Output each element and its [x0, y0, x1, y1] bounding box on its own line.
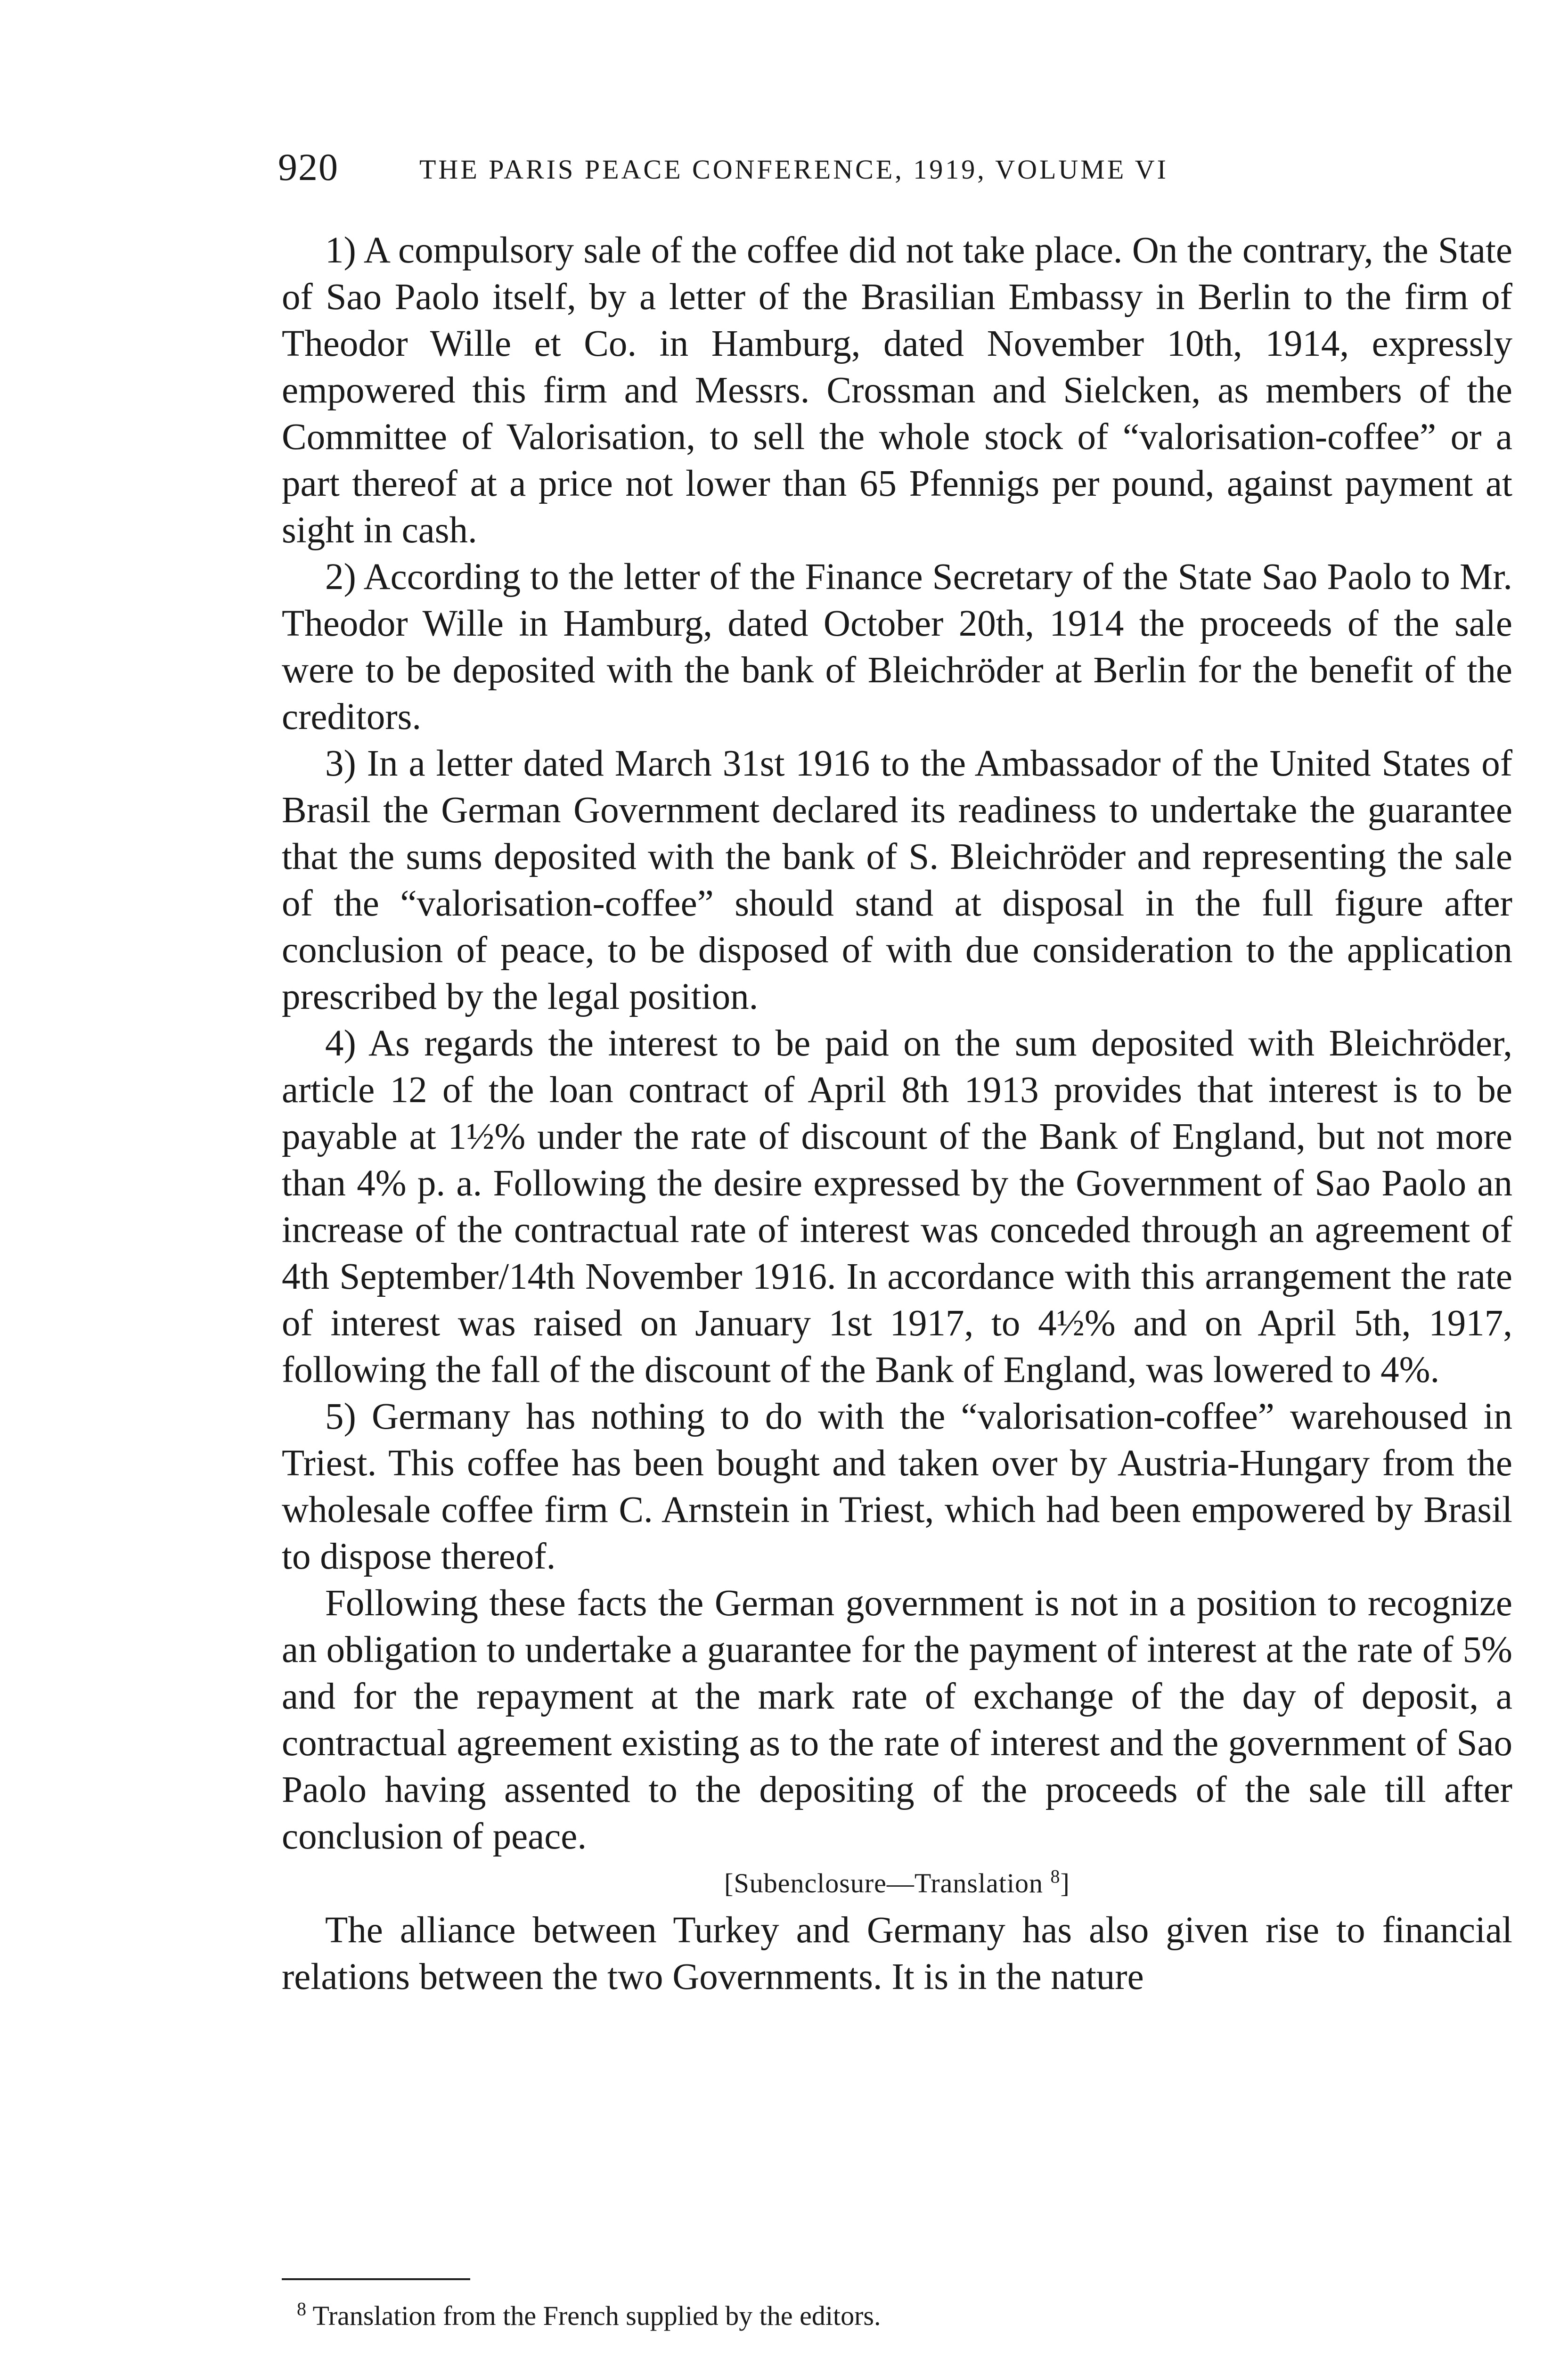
paragraph-2: 2) According to the letter of the Finance Secretary of the State Sao Paolo to Mr. Theodor Wille in Hamburg, dated October 20th, 1914 the proceeds of the sale were to be deposited with the bank of Bleichröder at Berlin for the benefit of the creditors.	[282, 556, 1512, 737]
running-head: THE PARIS PEACE CONFERENCE, 1919, VOLUME VI	[419, 154, 1168, 185]
body-text	[282, 227, 1512, 2000]
page-number: 920	[278, 146, 339, 188]
footnote	[297, 2297, 881, 2335]
paragraph-5: 5) Germany has nothing to do with the “valorisation-coffee” warehoused in Triest. This coffee has been bought and taken over by Austria-Hungary from the wholesale coffee firm C. Arnstein in Triest, which had been empowered by Brasil to dispose thereof.	[282, 1396, 1512, 1577]
paragraph-1: 1) A compulsory sale of the coffee did not take place. On the contrary, the State of Sao Paolo itself, by a letter of the Brasilian Embassy in Berlin to the firm of Theodor Wille et Co. in Hamburg, dated November 10th, 1914, expressly empowered this firm and Messrs. Crossman and Sielcken, as members of the Committee of Valorisation, to sell the whole stock of “valorisation-coffee” or a part thereof at a price not lower than 65 Pfennigs per pound, against payment at sight in cash.	[282, 230, 1512, 551]
page-header	[278, 141, 1512, 193]
subenclosure-heading-text: [Subenclosure—Translation	[724, 1868, 1044, 1898]
paragraph-4: 4) As regards the interest to be paid on the sum deposited with Bleichröder, article 12 of the loan contract of April 8th 1913 provides that interest is to be payable at 1½% under the rate of discount of the Bank of England, but not more than 4% p. a. Following the desire expressed by the Government of Sao Paolo an increase of the contractual rate of interest was conceded through an agreement of 4th September/14th November 1916. In accordance with this arrangement the rate of interest was raised on January 1st 1917, to 4½% and on April 5th, 1917, following the fall of the discount of the Bank of England, was lowered to 4%.	[282, 1023, 1512, 1391]
footnote-reference: 8	[1050, 1865, 1061, 1887]
paragraph-conclusion: Following these facts the German government is not in a position to recognize an obligation to undertake a guarantee for the payment of interest at the rate of 5% and for the repayment at the mark rate of exchange of the day of deposit, a contractual agreement existing as to the rate of interest and the government of Sao Paolo having assented to the depositing of the proceeds of the sale till after conclusion of peace.	[282, 1583, 1512, 1857]
footnote-mark: 8	[297, 2298, 306, 2320]
paragraph-alliance: The alliance between Turkey and Germany has also given rise to financial relations between the two Governments. It is in the nature	[282, 1910, 1512, 1997]
subenclosure-heading-close: ]	[1060, 1868, 1070, 1898]
footnote-text: Translation from the French supplied by the editors.	[312, 2300, 881, 2331]
paragraph-3: 3) In a letter dated March 31st 1916 to the Ambassador of the United States of Brasil the German Government declared its readiness to undertake the guarantee that the sums deposited with the bank of S. Bleichröder and representing the sale of the “valorisation-coffee” should stand at disposal in the full figure after conclusion of peace, to be disposed of with due consideration to the application prescribed by the legal position.	[282, 743, 1512, 1017]
footnote-divider	[282, 2278, 470, 2280]
subenclosure-heading	[282, 1860, 1512, 1907]
